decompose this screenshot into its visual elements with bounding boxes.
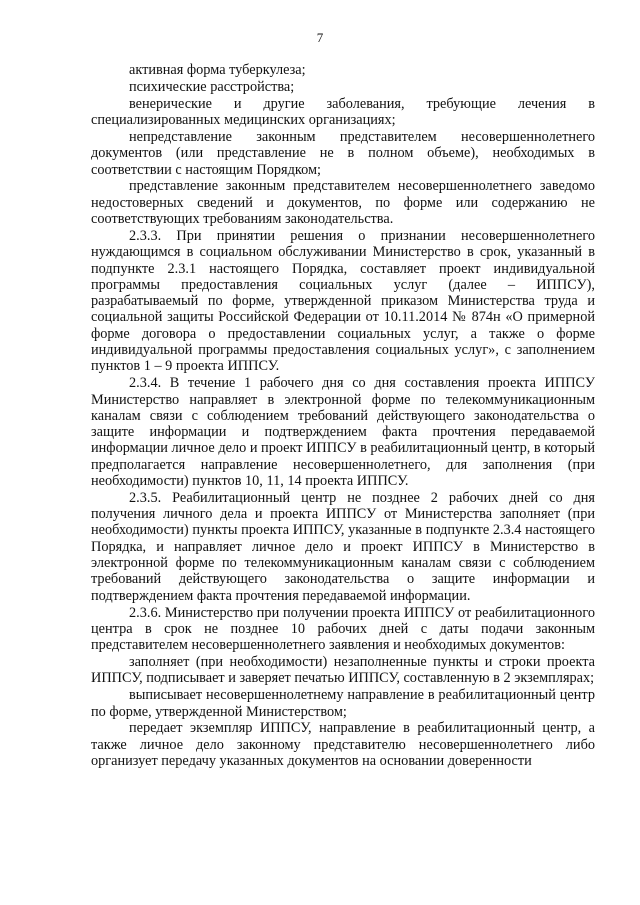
- page-number: 7: [316, 30, 324, 45]
- list-item-issues-referral: выписывает несовершеннолетнему направление в реабилитационный центр по форме, утвержденной Министерством;: [91, 687, 595, 720]
- list-item-tuberculosis: активная форма туберкулеза;: [129, 62, 306, 78]
- clause-2-3-4: 2.3.4. В течение 1 рабочего дня со дня составления проекта ИППСУ Министерство направляет в электронной форме по телекоммуникационным каналам связи с соблюдением требований действующего законодательства о защите информации и подтверждением факта прочтения передаваемой информации личное дело и проект ИППСУ в реабилитационный центр, в который предполагается направление несовершеннолетнего, для заполнения (при необходимости) пунктов 10, 11, 14 проекта ИППСУ.: [91, 375, 595, 489]
- list-item-false-information: представление законным представителем несовершеннолетнего заведомо недостоверных сведений и документов, по форме или содержанию не соответствующих требованиям законодательства.: [91, 178, 595, 228]
- list-item-mental-disorders: психические расстройства;: [129, 78, 295, 95]
- clause-2-3-5: 2.3.5. Реабилитационный центр не позднее 2 рабочих дней со дня получения личного дела и проекта ИППСУ от Министерства заполняет (при необходимости) пункты проекта ИППСУ, указанные в подпункте 2.3.4 настоящего Порядка, и направляет личное дело и проект ИППСУ в Министерство в электронной форме по телекоммуникационным каналам связи с соблюдением требований действующего законодательства о защите информации и подтверждением факта прочтения передаваемой информации.: [91, 489, 595, 604]
- clause-2-3-3: 2.3.3. При принятии решения о признании несовершеннолетнего нуждающимся в социальном обслуживании Министерство в срок, указанный в подпункте 2.3.1 настоящего Порядка, составляет проект индивидуальной программы предоставления социальных услуг (далее – ИППСУ), разрабатываемый по форме, утвержденной приказом Министерства труда и социальной защиты Российской Федерации от 10.11.2014 № 874н «О примерной форме договора о предоставлении социальных услуг, а также о форме индивидуальной программы предоставления социальных услуг», с заполнением пунктов 1 – 9 проекта ИППСУ.: [91, 227, 595, 375]
- document-body: [91, 62, 595, 770]
- list-item-venereal-diseases: венерические и другие заболевания, требующие лечения в специализированных медицинских организациях;: [91, 95, 595, 129]
- clause-2-3-6: 2.3.6. Министерство при получении проекта ИППСУ от реабилитационного центра в срок не позднее 10 рабочих дней с даты подачи законным представителем несовершеннолетнего заявления и необходимых документов:: [91, 604, 595, 654]
- list-item-fills-ippsu: заполняет (при необходимости) незаполненные пункты и строки проекта ИППСУ, подписывает и заверяет печатью ИППСУ, составленную в 2 экземплярах;: [91, 654, 595, 687]
- list-item-transfers-documents: передает экземпляр ИППСУ, направление в реабилитационный центр, а также личное дело законному представителю несовершеннолетнего либо организует передачу указанных документов на основании доверенности: [91, 720, 595, 769]
- list-item-documents-not-provided: непредставление законным представителем несовершеннолетнего документов (или представление не в полном объеме), необходимых в соответствии с настоящим Порядком;: [91, 128, 595, 178]
